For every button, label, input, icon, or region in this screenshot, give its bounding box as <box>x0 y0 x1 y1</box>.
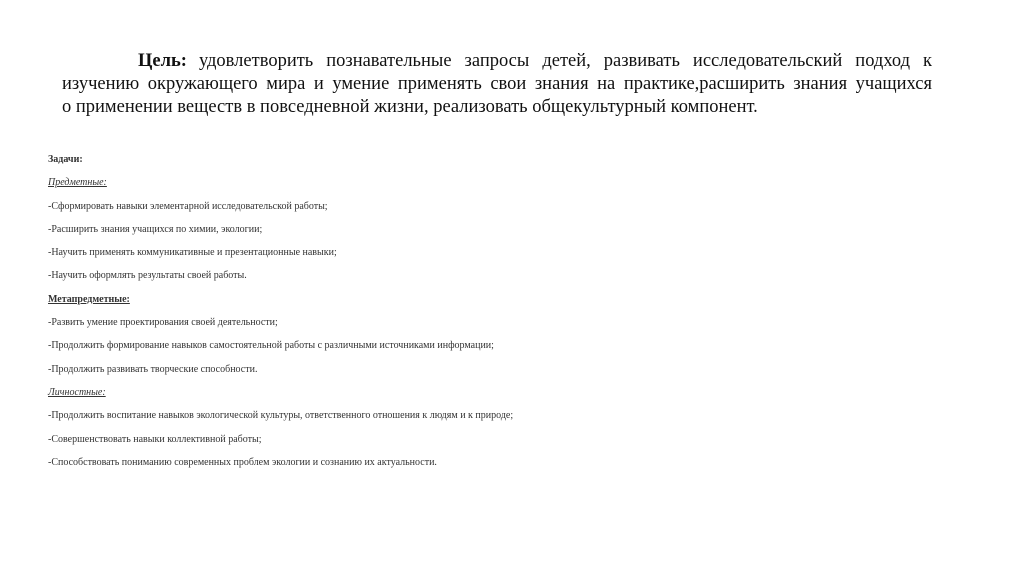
meta-item: -Продолжить формирование навыков самостоятельной работы с различными источниками информации; <box>48 340 494 352</box>
tasks-section <box>48 154 748 480</box>
goal-paragraph <box>62 50 932 119</box>
personal-heading: Личностные: <box>48 386 106 398</box>
goal-line-1-text: удовлетворить познавательные запросы детей, развивать исследовательский подход к <box>198 51 932 71</box>
subject-item: -Сформировать навыки элементарной исследовательской работы; <box>48 200 328 212</box>
personal-item: -Способствовать пониманию современных проблем экологии и сознанию их актуальности. <box>48 456 437 468</box>
meta-item: -Развить умение проектирования своей деятельности; <box>48 317 278 329</box>
subject-item: -Расширить знания учащихся по химии, экологии; <box>48 223 263 235</box>
meta-heading: Метапредметные: <box>48 293 130 305</box>
personal-item: -Совершенствовать навыки коллективной работы; <box>48 433 262 445</box>
personal-item: -Продолжить воспитание навыков экологической культуры, ответственного отношения к людям и к природе; <box>48 410 514 422</box>
goal-label: Цель: <box>138 51 187 71</box>
subject-item: -Научить применять коммуникативные и презентационные навыки; <box>48 247 337 259</box>
tasks-title: Задачи: <box>48 154 83 165</box>
subject-heading: Предметные: <box>48 177 107 189</box>
meta-item: -Продолжить развивать творческие способности. <box>48 363 258 375</box>
goal-line-3: о применении веществ в повседневной жизни, реализовать общекультурный компонент. <box>62 97 758 117</box>
goal-line-1 <box>62 50 932 73</box>
goal-line-2: изучению окружающего мира и умение применять свои знания на практике,расширить знания учащихся <box>62 74 932 94</box>
subject-item: -Научить оформлять результаты своей работы. <box>48 270 247 282</box>
